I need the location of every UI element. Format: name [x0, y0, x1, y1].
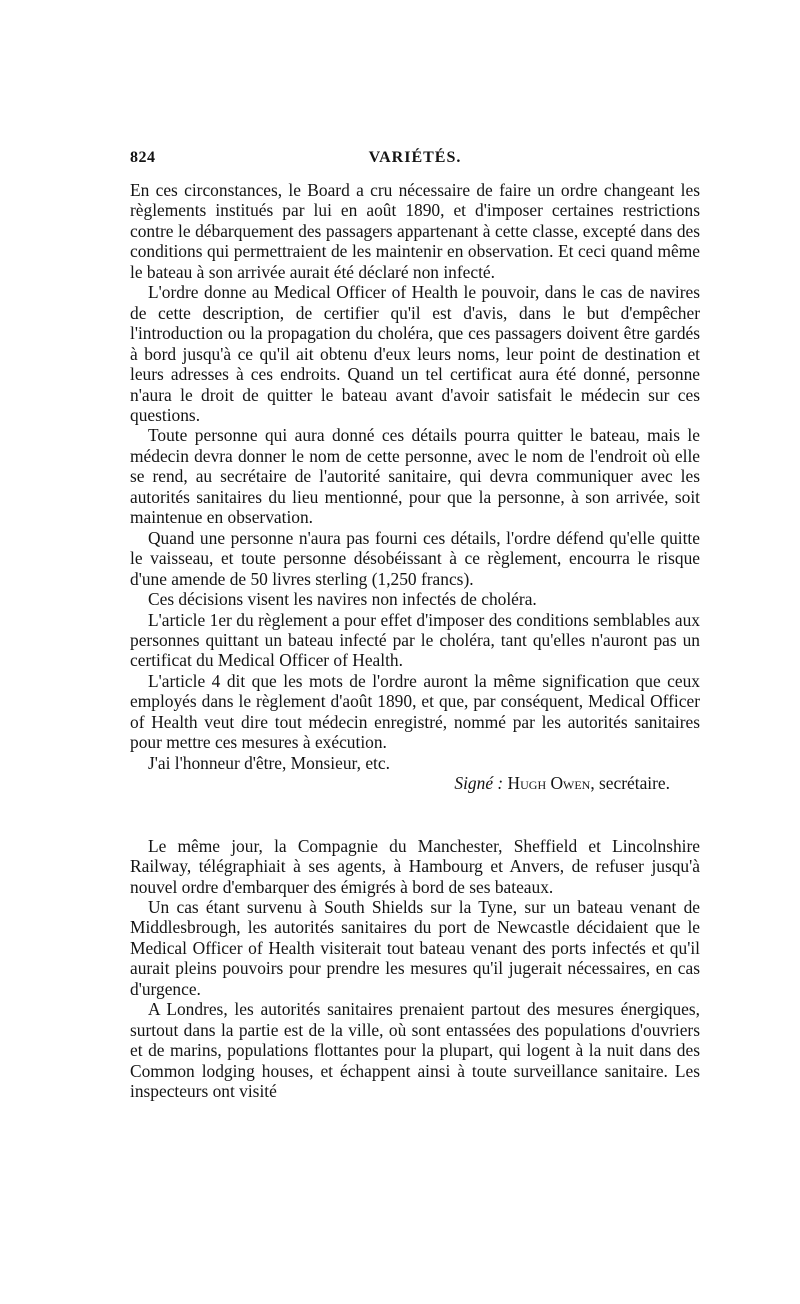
paragraph: Ces décisions visent les navires non infectés de choléra. — [148, 589, 537, 610]
paragraph: L'ordre donne au Medical Officer of Health le pouvoir, dans le cas de navires de cette description, de certifier qu'il est d'avis, dans le but d'empêcher l'introduction ou la propagation du choléra, que ces passagers doivent être gardés à bord jusqu'à ce qu'il ait obtenu d'eux leurs noms, leur point de destination et leurs adresses à ces endroits. Quand un tel certificat aura été donné, personne n'aura le droit de quitter le bateau avant d'avoir satisfait le médecin sur ces questions. — [130, 282, 700, 425]
section-gap — [130, 794, 700, 836]
paragraph: Quand une personne n'aura pas fourni ces détails, l'ordre défend qu'elle quitte le vaisseau, et toute personne désobéissant à ce règlement, encourra le risque d'une amende de 50 livres sterling (1,250 francs). — [130, 527, 700, 589]
running-title: VARIÉTÉS. — [368, 149, 462, 166]
signature-role: , secrétaire. — [590, 773, 670, 794]
body-text — [130, 180, 700, 1101]
closing-line: J'ai l'honneur d'être, Monsieur, etc. — [148, 752, 390, 773]
paragraph: A Londres, les autorités sanitaires prenaient partout des mesures énergiques, surtout dans la partie est de la ville, où sont entassées des populations d'ouvriers et de marins, populations flottantes pour la plupart, qui logent à la nuit dans des Common lodging houses, et échappent ainsi à toute surveillance sanitaire. Les inspecteurs ont visité — [130, 999, 700, 1102]
paragraph: En ces circonstances, le Board a cru nécessaire de faire un ordre changeant les règlements institués par lui en août 1890, et d'imposer certaines restrictions contre le débarquement des passagers appartenant à cette classe, excepté dans des conditions qui permettraient de les maintenir en observation. Et ceci quand même le bateau à son arrivée aurait été déclaré non infecté. — [130, 180, 700, 282]
paragraph: Le même jour, la Compagnie du Manchester, Sheffield et Lincolnshire Railway, télégraphiait à ses agents, à Hambourg et Anvers, de refuser jusqu'à nouvel ordre d'embarquer des émigrés à bord de ses bateaux. — [130, 835, 700, 897]
paragraph: L'article 4 dit que les mots de l'ordre auront la même signification que ceux employés dans le règlement d'août 1890, et que, par conséquent, Medical Officer of Health veut dire tout médecin enregistré, nommé par les autorités sanitaires pour mettre ces mesures à exécution. — [130, 670, 700, 753]
signature-name: Hugh Owen — [507, 773, 591, 794]
page-number: 824 — [130, 149, 156, 166]
paragraph: Un cas étant survenu à South Shields sur la Tyne, sur un bateau venant de Middlesbrough, les autorités sanitaires du port de Newcastle décidaient que le Medical Officer of Health visiterait tout bateau venant des ports infectés et qu'il aurait pleins pouvoirs pour prendre les mesures qu'il jugerait nécessaires, en cas d'urgence. — [130, 896, 700, 999]
signature-line — [130, 773, 700, 793]
page-header — [130, 149, 700, 173]
paragraph: Toute personne qui aura donné ces détails pourra quitter le bateau, mais le médecin devra donner le nom de cette personne, avec le nom de l'endroit où elle se rend, au secrétaire de l'autorité sanitaire, qui devra communiquer avec les autorités sanitaires du lieu mentionné, pour que la personne, à son arrivée, soit maintenue en observation. — [130, 425, 700, 528]
signature-prefix: Signé : — [454, 773, 504, 794]
paragraph: L'article 1er du règlement a pour effet d'imposer des conditions semblables aux personnes quittant un bateau infecté par le choléra, tant qu'elles n'auront pas un certificat du Medical Officer of Health. — [130, 609, 700, 671]
